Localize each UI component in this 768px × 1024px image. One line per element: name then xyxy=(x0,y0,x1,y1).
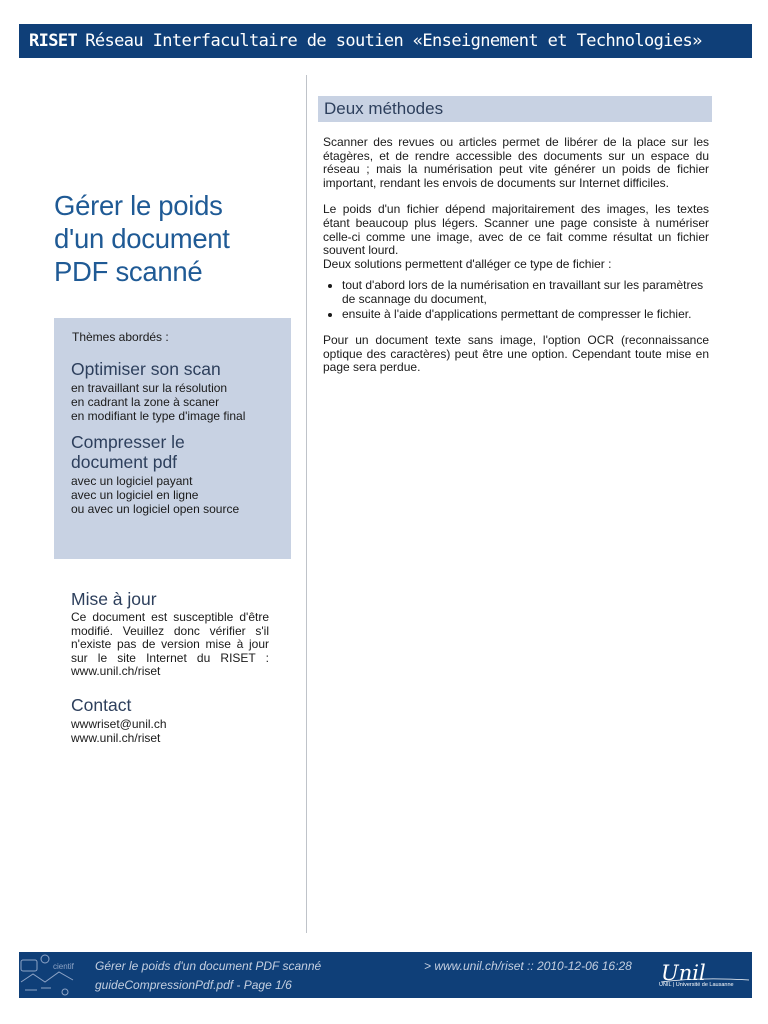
paragraph: Scanner des revues ou articles permet de libérer de la place sur les étagères, et de rendre accessible des documents sur un espace du réseau ; mais la numérisation peut vite générer un poids de fichier important, rendant les envois de documents sur Internet difficiles. xyxy=(323,135,709,190)
contact-email-link[interactable]: wwwriset@unil.ch xyxy=(71,717,167,731)
theme-item: en modifiant le type d'image final xyxy=(71,409,246,423)
footer-bar xyxy=(19,952,752,998)
section-heading: Deux méthodes xyxy=(318,96,712,122)
document-title-line: PDF scanné xyxy=(54,256,203,287)
paragraph: Pour un document texte sans image, l'option OCR (reconnaissance optique des caractères) peut être une option. Cependant toute mise en page sera perdue. xyxy=(323,333,709,375)
paragraph: Deux solutions permettent d'alléger ce type de fichier : xyxy=(323,256,612,271)
main-body xyxy=(323,136,709,375)
theme-item: en travaillant sur la résolution xyxy=(71,381,228,395)
theme-group xyxy=(71,432,281,516)
footer-doc-title: Gérer le poids d'un document PDF scanné xyxy=(95,959,322,973)
contact-heading: Contact xyxy=(71,695,132,715)
theme-item: en cadrant la zone à scaner xyxy=(71,395,220,409)
footer-site-link[interactable]: > www.unil.ch/riset :: 2010-12-06 16:28 xyxy=(424,959,632,973)
unil-logo xyxy=(659,956,751,996)
svg-text:Unil: Unil xyxy=(661,961,706,985)
contact-url-link[interactable]: www.unil.ch/riset xyxy=(71,731,161,745)
theme-heading: Optimiser son scan xyxy=(71,359,221,379)
themes-box xyxy=(54,318,291,559)
update-section xyxy=(71,589,269,679)
update-text: Ce document est susceptible d'être modifié. Veuillez donc vérifier s'il n'existe pas de version mise à jour sur le site Internet du RISET : www.unil.ch/riset xyxy=(71,610,269,679)
footer-file-page: guideCompressionPdf.pdf - Page 1/6 xyxy=(95,978,292,992)
paragraph: Le poids d'un fichier dépend majoritairement des images, les textes étant beaucoup plus légers. Scanner une page consiste à numériser celle-ci comme une image, avec de ce fait comme résultat un fichier souvent lourd. xyxy=(323,202,709,258)
header-title: Réseau Interfacultaire de soutien «Enseignement et Technologies» xyxy=(85,31,702,51)
unil-logo-caption: UNIL | Université de Lausanne xyxy=(659,982,734,988)
theme-item: avec un logiciel en ligne xyxy=(71,488,199,502)
themes-label: Thèmes abordés : xyxy=(72,330,169,344)
theme-item: avec un logiciel payant xyxy=(71,474,193,488)
science-doodle-icon xyxy=(19,952,99,998)
update-heading: Mise à jour xyxy=(71,589,157,609)
header-bar xyxy=(19,24,752,58)
header-brand: RISET xyxy=(29,31,78,51)
theme-heading: Compresser le document pdf xyxy=(71,432,185,472)
column-divider xyxy=(306,75,307,933)
list-item: • tout d'abord lors de la numérisation en travaillant sur les paramètres de scannage du document, xyxy=(342,279,709,306)
list-item: • ensuite à l'aide d'applications permettant de compresser le fichier. xyxy=(342,308,709,322)
contact-section xyxy=(71,695,269,745)
theme-item: ou avec un logiciel open source xyxy=(71,502,240,516)
svg-text:cientif: cientif xyxy=(53,962,74,971)
document-title-line: d'un document xyxy=(54,223,230,254)
solutions-list xyxy=(323,279,709,321)
document-title-line: Gérer le poids xyxy=(54,190,223,221)
theme-group xyxy=(71,359,281,423)
document-title xyxy=(54,189,304,288)
